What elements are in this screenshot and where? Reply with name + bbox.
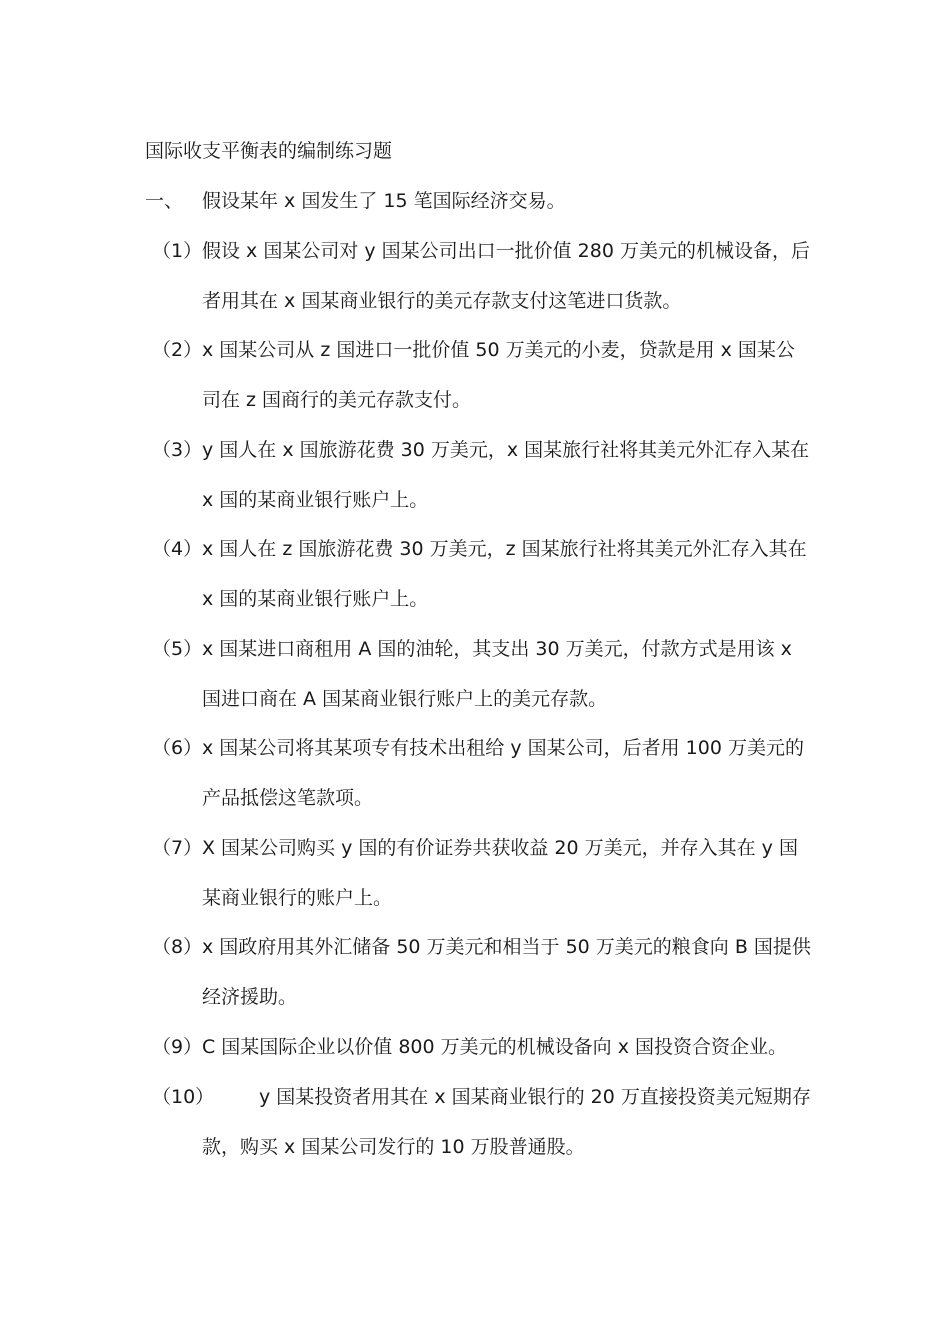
item-text: x 国某公司将其某项专有技术出租给 y 国某公司，后者用 100 万美元的产品抵偿这笔款项。 [202, 737, 804, 809]
section-text: 假设某年 x 国发生了 15 笔国际经济交易。 [202, 190, 566, 212]
item-number: （8） [152, 936, 203, 958]
item-text: x 国某公司从 z 国进口一批价值 50 万美元的小麦，贷款是用 x 国某公司在 z 国商行的美元存款支付。 [202, 339, 795, 411]
item-text: x 国政府用其外汇储备 50 万美元和相当于 50 万美元的粮食向 B 国提供经济援助。 [202, 936, 811, 1008]
item-number: （10） [152, 1086, 215, 1108]
item-number: （6） [152, 737, 203, 759]
item-text: y 国人在 x 国旅游花费 30 万美元，x 国某旅行社将其美元外汇存入某在 x 国的某商业银行账户上。 [202, 439, 810, 511]
item-number: （5） [152, 638, 203, 660]
item-number: （1） [152, 240, 203, 262]
item-number: （3） [152, 439, 203, 461]
item-text: C 国某国际企业以价值 800 万美元的机械设备向 x 国投资合资企业。 [202, 1036, 787, 1058]
item-text: x 国某进口商租用 A 国的油轮，其支出 30 万美元，付款方式是用该 x 国进口商在 A 国某商业银行账户上的美元存款。 [202, 638, 792, 710]
item-number: （9） [152, 1036, 203, 1058]
item-text: X 国某公司购买 y 国的有价证券共获收益 20 万美元，并存入其在 y 国某商业银行的账户上。 [202, 837, 798, 909]
section-heading [145, 187, 566, 215]
item-number: （2） [152, 339, 203, 361]
item-text: x 国人在 z 国旅游花费 30 万美元，z 国某旅行社将其美元外汇存入其在 x 国的某商业银行账户上。 [202, 538, 807, 610]
section-number: 一、 [145, 190, 184, 212]
item-text: y 国某投资者用其在 x 国某商业银行的 20 万直接投资美元短期存款，购买 x 国某公司发行的 10 万股普通股。 [202, 1086, 811, 1158]
item-number: （4） [152, 538, 203, 560]
item-text: 假设 x 国某公司对 y 国某公司出口一批价值 280 万美元的机械设备，后者用其在 x 国某商业银行的美元存款支付这笔进口货款。 [202, 240, 810, 312]
document-title: 国际收支平衡表的编制练习题 [145, 140, 393, 162]
item-number: （7） [152, 837, 203, 859]
